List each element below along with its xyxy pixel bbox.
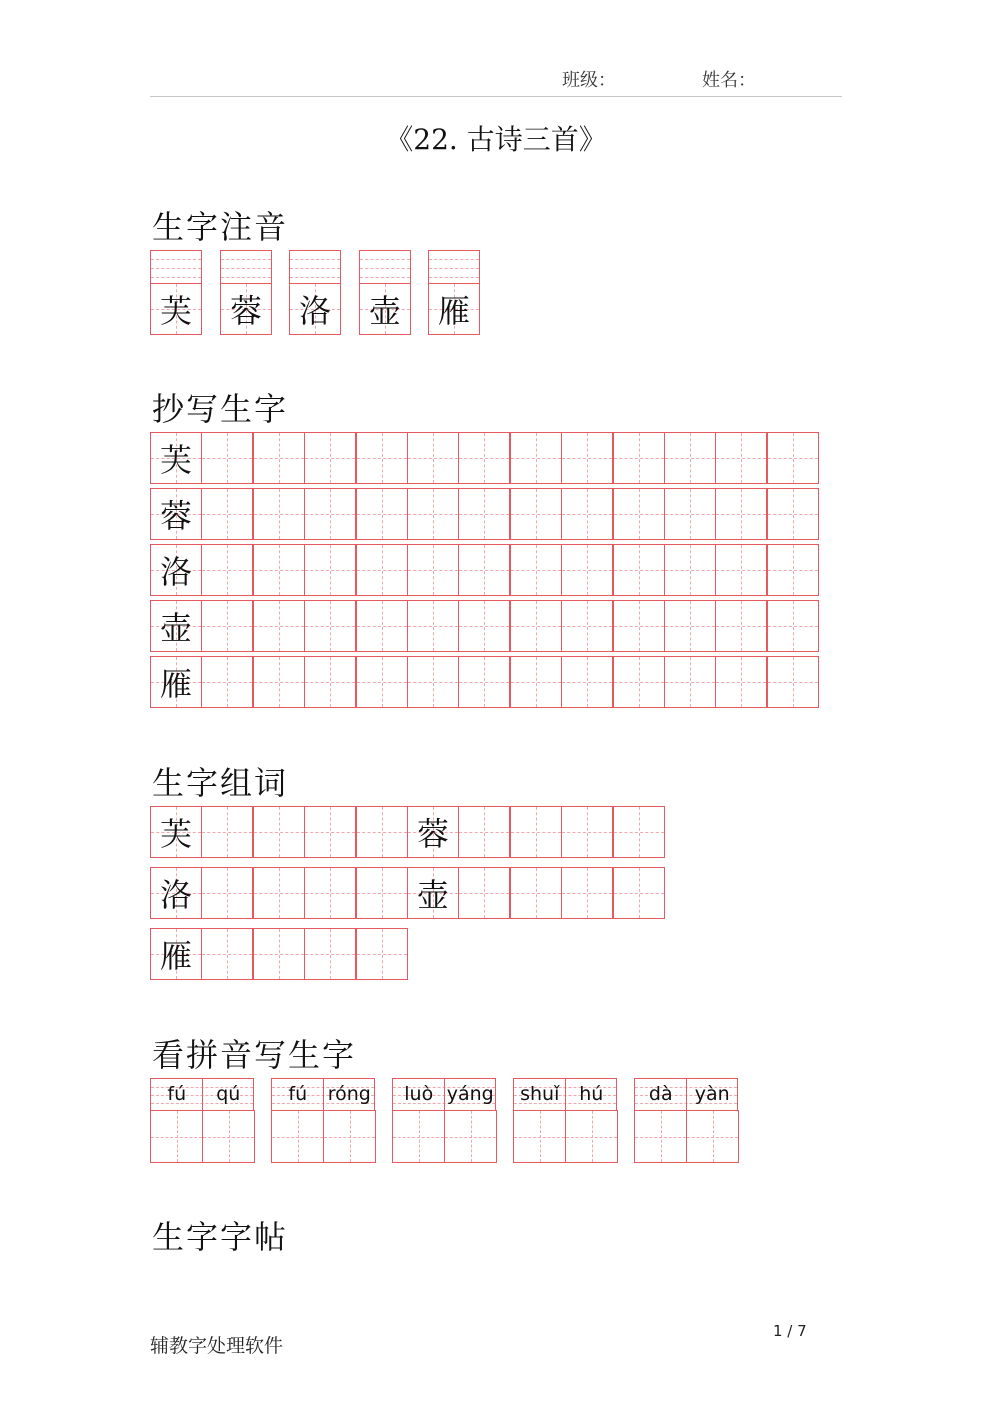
pinyin-guide <box>151 259 201 260</box>
pinyin-text: yàn <box>694 1083 730 1105</box>
character: 芙 <box>159 815 192 853</box>
pinyin-text: qú <box>216 1083 241 1105</box>
answer-cell <box>686 1110 739 1163</box>
pinyin-box <box>220 250 272 284</box>
grid-guide-v <box>540 1111 541 1162</box>
copy-cell <box>458 488 510 540</box>
grid-guide-v <box>741 433 742 483</box>
copy-cell <box>561 600 613 652</box>
grid-guide-v <box>690 433 691 483</box>
character: 洛 <box>298 292 331 330</box>
word-cell <box>356 867 408 919</box>
word-cell <box>407 867 459 919</box>
grid-guide-v <box>587 545 588 595</box>
grid-guide-v <box>227 929 228 979</box>
word-cell <box>458 806 510 858</box>
grid-guide-v <box>433 489 434 539</box>
pinyin-guide <box>429 277 479 278</box>
pinyin-text: shuǐ <box>520 1083 560 1105</box>
answer-cell <box>565 1110 618 1163</box>
copy-cell <box>664 656 716 708</box>
grid-guide-v <box>741 489 742 539</box>
pinyin-guide <box>151 268 201 269</box>
grid-guide-v <box>587 433 588 483</box>
character: 壶 <box>368 292 401 330</box>
section-title-words: 生字组词 <box>152 764 289 802</box>
character: 壶 <box>416 876 449 914</box>
grid-guide-v <box>536 657 537 707</box>
word-cell <box>253 928 305 980</box>
word-cell <box>150 867 202 919</box>
grid-guide-v <box>227 807 228 857</box>
grid-guide-v <box>536 601 537 651</box>
copy-cell <box>715 656 767 708</box>
grid-guide-v <box>639 489 640 539</box>
word-cell <box>510 806 562 858</box>
grid-guide-v <box>382 657 383 707</box>
grid-guide-v <box>382 929 383 979</box>
footer-software: 辅教字处理软件 <box>150 1335 284 1357</box>
copy-cell <box>613 488 665 540</box>
pinyin-text: fú <box>288 1083 308 1105</box>
copy-cell <box>715 600 767 652</box>
grid-guide-v <box>713 1111 714 1162</box>
grid-guide-v <box>690 545 691 595</box>
copy-cell <box>561 432 613 484</box>
grid-guide-v <box>382 489 383 539</box>
copy-cell <box>304 432 356 484</box>
grid-guide-v <box>227 545 228 595</box>
grid-guide-v <box>587 489 588 539</box>
grid-guide-v <box>433 433 434 483</box>
answer-cell <box>150 1110 203 1163</box>
copy-cell <box>304 488 356 540</box>
pinyin-box <box>634 1078 738 1111</box>
page-title: 《22. 古诗三首》 <box>385 123 607 156</box>
class-label: 班级： <box>562 70 616 91</box>
character: 蓉 <box>416 815 449 853</box>
copy-cell <box>201 656 253 708</box>
character-box <box>359 283 411 335</box>
copy-cell <box>510 488 562 540</box>
grid-guide-v <box>587 807 588 857</box>
header-divider <box>150 96 842 97</box>
grid-guide-v <box>330 601 331 651</box>
word-cell <box>150 928 202 980</box>
copy-cell <box>458 432 510 484</box>
copy-cell <box>201 544 253 596</box>
pinyin-text: hú <box>579 1083 604 1105</box>
word-cell <box>561 806 613 858</box>
grid-guide-v <box>227 601 228 651</box>
grid-guide-v <box>793 657 794 707</box>
section-title-annotate: 生字注音 <box>152 208 289 246</box>
copy-cell <box>253 656 305 708</box>
copy-cell <box>150 432 202 484</box>
copy-cell <box>458 656 510 708</box>
grid-guide-v <box>433 657 434 707</box>
copy-cell <box>407 488 459 540</box>
pinyin-box <box>150 250 202 284</box>
pinyin-text: luò <box>404 1083 434 1105</box>
answer-cell <box>392 1110 445 1163</box>
character: 雁 <box>437 292 470 330</box>
answer-cell <box>271 1110 324 1163</box>
word-cell <box>304 928 356 980</box>
pinyin-guide <box>360 268 410 269</box>
copy-cell <box>458 600 510 652</box>
grid-guide-v <box>471 1111 472 1162</box>
name-label: 姓名： <box>702 70 756 91</box>
word-cell <box>561 867 613 919</box>
page-number: 1 / 7 <box>773 1322 807 1340</box>
grid-guide-v <box>484 657 485 707</box>
character-box <box>289 283 341 335</box>
grid-guide-v <box>382 868 383 918</box>
copy-cell <box>356 544 408 596</box>
pinyin-text: dà <box>648 1083 673 1105</box>
pinyin-text: róng <box>327 1083 371 1105</box>
copy-cell <box>767 656 819 708</box>
grid-guide-v <box>279 433 280 483</box>
grid-guide-v <box>592 1111 593 1162</box>
grid-guide-v <box>350 1111 351 1162</box>
word-cell <box>613 806 665 858</box>
grid-guide-v <box>536 545 537 595</box>
copy-cell <box>613 656 665 708</box>
pinyin-box <box>392 1078 496 1111</box>
copy-cell <box>767 432 819 484</box>
section-title-copybook: 生字字帖 <box>152 1218 289 1256</box>
grid-guide-v <box>279 545 280 595</box>
copy-cell <box>304 600 356 652</box>
grid-guide-v <box>330 433 331 483</box>
grid-guide-v <box>639 601 640 651</box>
character: 洛 <box>159 553 192 591</box>
word-cell <box>253 867 305 919</box>
character-box <box>150 283 202 335</box>
copy-cell <box>356 432 408 484</box>
pinyin-text: yáng <box>446 1083 494 1105</box>
copy-cell <box>304 656 356 708</box>
grid-guide-v <box>484 601 485 651</box>
grid-guide-v <box>484 433 485 483</box>
grid-guide-v <box>536 868 537 918</box>
copy-cell <box>561 488 613 540</box>
copy-cell <box>356 600 408 652</box>
copy-cell <box>253 600 305 652</box>
pinyin-guide <box>429 259 479 260</box>
grid-guide-v <box>227 489 228 539</box>
character: 雁 <box>159 937 192 975</box>
grid-guide-v <box>690 657 691 707</box>
grid-guide-v <box>639 807 640 857</box>
word-cell <box>613 867 665 919</box>
grid-guide-v <box>382 545 383 595</box>
answer-cell <box>444 1110 497 1163</box>
grid-guide-v <box>587 657 588 707</box>
character: 蓉 <box>229 292 262 330</box>
copy-cell <box>561 656 613 708</box>
grid-guide-v <box>279 489 280 539</box>
copy-cell <box>201 488 253 540</box>
copy-cell <box>407 600 459 652</box>
grid-guide-v <box>433 601 434 651</box>
word-cell <box>407 806 459 858</box>
grid-guide-v <box>279 807 280 857</box>
copy-cell <box>767 544 819 596</box>
answer-cell <box>323 1110 376 1163</box>
copy-cell <box>561 544 613 596</box>
character: 雁 <box>159 665 192 703</box>
answer-cell <box>634 1110 687 1163</box>
grid-guide-v <box>330 868 331 918</box>
grid-guide-v <box>661 1111 662 1162</box>
character: 芙 <box>159 292 192 330</box>
grid-guide-v <box>690 489 691 539</box>
pinyin-guide <box>429 268 479 269</box>
grid-guide-v <box>330 657 331 707</box>
grid-guide-v <box>536 489 537 539</box>
pinyin-box <box>271 1078 375 1111</box>
grid-guide-v <box>279 868 280 918</box>
pinyin-box <box>428 250 480 284</box>
pinyin-guide <box>221 268 271 269</box>
copy-cell <box>664 600 716 652</box>
grid-guide-v <box>639 657 640 707</box>
grid-guide-v <box>587 601 588 651</box>
pinyin-guide <box>360 277 410 278</box>
grid-guide-v <box>382 433 383 483</box>
copy-cell <box>510 600 562 652</box>
copy-cell <box>253 488 305 540</box>
word-cell <box>304 867 356 919</box>
pinyin-text: fú <box>167 1083 187 1105</box>
grid-guide-v <box>330 807 331 857</box>
grid-guide-v <box>279 657 280 707</box>
grid-guide-v <box>484 807 485 857</box>
grid-guide-v <box>484 545 485 595</box>
copy-cell <box>356 656 408 708</box>
copy-cell <box>510 432 562 484</box>
pinyin-guide <box>290 277 340 278</box>
grid-guide-v <box>793 433 794 483</box>
grid-guide-v <box>227 433 228 483</box>
word-cell <box>201 928 253 980</box>
character: 洛 <box>159 876 192 914</box>
pinyin-box <box>359 250 411 284</box>
grid-guide-v <box>741 657 742 707</box>
section-title-copy: 抄写生字 <box>152 390 289 428</box>
copy-cell <box>201 432 253 484</box>
copy-cell <box>150 600 202 652</box>
copy-cell <box>715 544 767 596</box>
grid-guide-v <box>382 807 383 857</box>
copy-cell <box>253 432 305 484</box>
grid-guide-v <box>793 601 794 651</box>
grid-guide-v <box>741 601 742 651</box>
word-cell <box>304 806 356 858</box>
copy-cell <box>767 488 819 540</box>
answer-cell <box>202 1110 255 1163</box>
pinyin-guide <box>221 277 271 278</box>
grid-guide-v <box>639 433 640 483</box>
copy-cell <box>407 656 459 708</box>
grid-guide-v <box>419 1111 420 1162</box>
copy-cell <box>613 432 665 484</box>
grid-guide-v <box>433 545 434 595</box>
copy-cell <box>150 656 202 708</box>
grid-guide-v <box>536 807 537 857</box>
copy-cell <box>664 432 716 484</box>
copy-cell <box>304 544 356 596</box>
grid-guide-v <box>484 868 485 918</box>
grid-guide-v <box>298 1111 299 1162</box>
grid-guide-v <box>741 545 742 595</box>
copy-cell <box>613 600 665 652</box>
grid-guide-v <box>279 601 280 651</box>
word-cell <box>150 806 202 858</box>
copy-cell <box>407 544 459 596</box>
copy-cell <box>150 544 202 596</box>
word-cell <box>458 867 510 919</box>
grid-guide-v <box>227 657 228 707</box>
copy-cell <box>150 488 202 540</box>
word-cell <box>201 867 253 919</box>
copy-cell <box>407 432 459 484</box>
character-box <box>220 283 272 335</box>
pinyin-box <box>150 1078 254 1111</box>
pinyin-guide <box>360 259 410 260</box>
character: 壶 <box>159 609 192 647</box>
pinyin-box <box>513 1078 617 1111</box>
grid-guide-v <box>279 929 280 979</box>
word-cell <box>201 806 253 858</box>
grid-guide-v <box>177 1111 178 1162</box>
grid-guide-v <box>793 545 794 595</box>
grid-guide-v <box>330 545 331 595</box>
grid-guide-v <box>793 489 794 539</box>
word-cell <box>510 867 562 919</box>
grid-guide-v <box>330 489 331 539</box>
pinyin-guide <box>221 259 271 260</box>
copy-cell <box>253 544 305 596</box>
character-box <box>428 283 480 335</box>
copy-cell <box>664 488 716 540</box>
answer-cell <box>513 1110 566 1163</box>
pinyin-guide <box>290 259 340 260</box>
copy-cell <box>613 544 665 596</box>
word-cell <box>356 806 408 858</box>
grid-guide-v <box>227 868 228 918</box>
word-cell <box>356 928 408 980</box>
copy-cell <box>510 656 562 708</box>
copy-cell <box>356 488 408 540</box>
grid-guide-v <box>330 929 331 979</box>
grid-guide-v <box>536 433 537 483</box>
grid-guide-v <box>484 489 485 539</box>
section-title-pinyin-write: 看拼音写生字 <box>152 1036 357 1074</box>
grid-guide-v <box>382 601 383 651</box>
copy-cell <box>715 432 767 484</box>
grid-guide-v <box>690 601 691 651</box>
word-cell <box>253 806 305 858</box>
copy-cell <box>767 600 819 652</box>
grid-guide-v <box>639 868 640 918</box>
copy-cell <box>715 488 767 540</box>
grid-guide-v <box>639 545 640 595</box>
pinyin-guide <box>290 268 340 269</box>
grid-guide-v <box>587 868 588 918</box>
copy-cell <box>664 544 716 596</box>
grid-guide-v <box>229 1111 230 1162</box>
character: 芙 <box>159 441 192 479</box>
copy-cell <box>201 600 253 652</box>
copy-cell <box>458 544 510 596</box>
copy-cell <box>510 544 562 596</box>
pinyin-box <box>289 250 341 284</box>
character: 蓉 <box>159 497 192 535</box>
pinyin-guide <box>151 277 201 278</box>
